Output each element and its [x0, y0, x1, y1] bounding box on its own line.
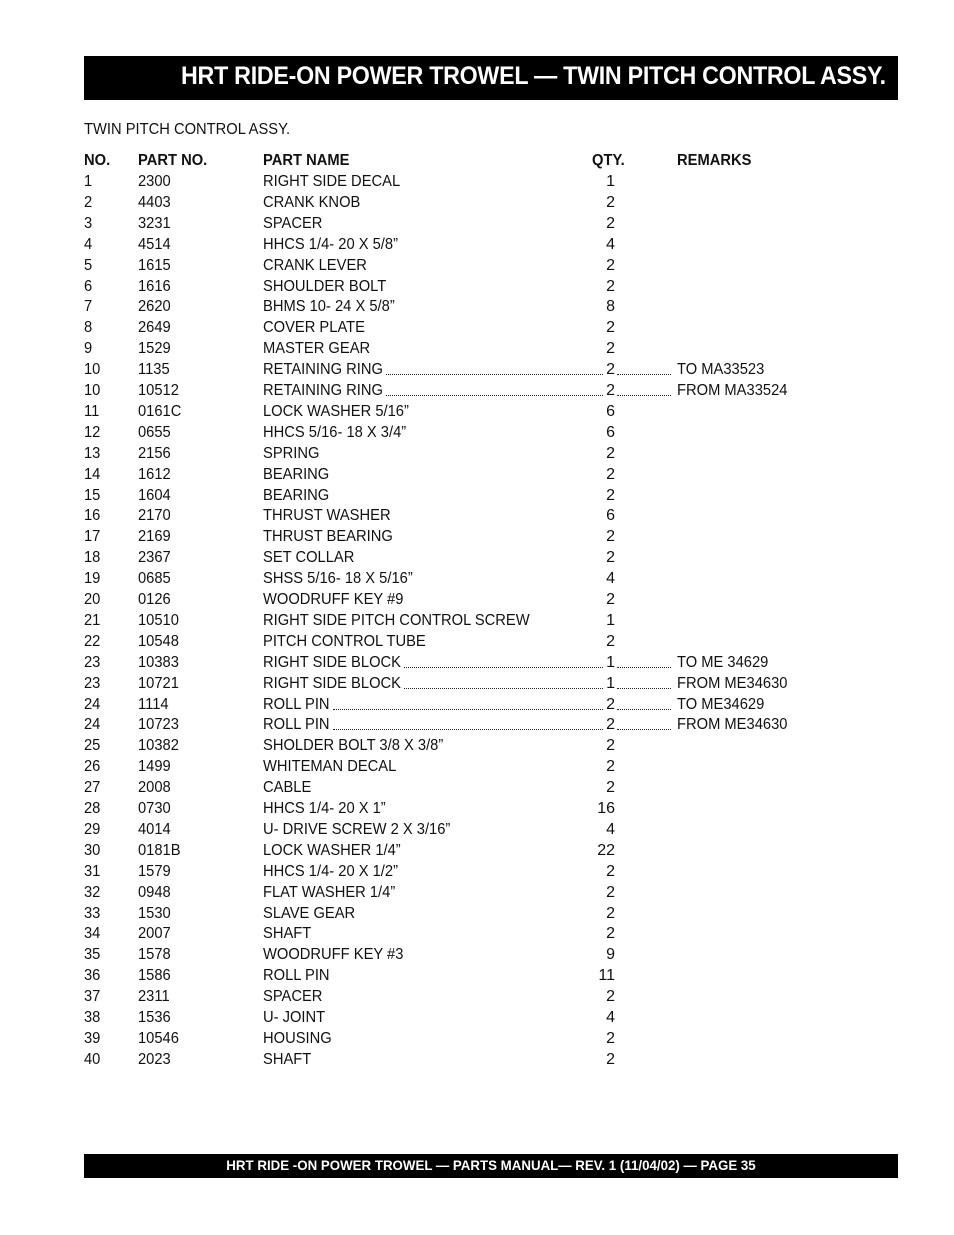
- part-qty: 2: [606, 1050, 615, 1068]
- table-row: [84, 798, 884, 819]
- page-footer-bar: [84, 1154, 898, 1178]
- part-remarks: FROM ME34630: [677, 674, 788, 692]
- part-qty: 2: [606, 1029, 615, 1047]
- part-number: 2311: [138, 988, 170, 1006]
- table-row: [84, 756, 884, 777]
- part-name: RIGHT SIDE BLOCK: [263, 653, 401, 671]
- part-number-index: 18: [84, 549, 101, 567]
- part-name: U- JOINT: [263, 1009, 326, 1026]
- table-header: [84, 150, 884, 171]
- part-qty: 2: [606, 758, 615, 776]
- part-number: 0730: [138, 800, 171, 817]
- part-qty: 2: [606, 904, 615, 922]
- part-number-index: 14: [84, 465, 101, 483]
- part-number-index: 35: [84, 946, 101, 964]
- part-number-index: 10: [84, 361, 101, 379]
- part-number: 2300: [138, 173, 171, 190]
- part-name: RETAINING RING: [263, 382, 383, 399]
- table-row: [84, 652, 884, 673]
- part-remarks: TO MA33523: [677, 361, 765, 379]
- part-number-index: 10: [84, 382, 101, 399]
- part-qty: 22: [597, 841, 615, 859]
- table-row: [84, 234, 884, 255]
- header-no: NO.: [84, 152, 111, 169]
- header-part-no: PART NO.: [138, 152, 208, 169]
- part-number-index: 26: [84, 758, 101, 776]
- part-number-index: 19: [84, 570, 101, 588]
- part-name: THRUST WASHER: [263, 507, 391, 525]
- header-remarks: REMARKS: [677, 152, 752, 169]
- part-qty: 4: [606, 570, 615, 588]
- part-qty: 2: [606, 716, 615, 734]
- table-row: [84, 1007, 884, 1028]
- part-number-index: 24: [84, 716, 101, 734]
- part-name: RIGHT SIDE PITCH CONTROL SCREW: [263, 611, 530, 629]
- part-name: SPRING: [263, 444, 320, 462]
- part-name: SHOULDER BOLT: [263, 277, 387, 295]
- part-number-index: 4: [84, 235, 93, 253]
- table-row: [84, 526, 884, 547]
- part-qty: 8: [606, 298, 615, 316]
- part-name: RIGHT SIDE BLOCK: [263, 674, 401, 692]
- part-name: BEARING: [263, 486, 330, 504]
- part-remarks: TO ME34629: [677, 695, 765, 713]
- page-title-bar: [84, 56, 898, 100]
- part-name: SPACER: [263, 988, 323, 1006]
- part-name: CABLE: [263, 779, 312, 797]
- part-number-index: 24: [84, 695, 101, 713]
- part-number: 10546: [138, 1029, 179, 1047]
- part-number-index: 36: [84, 967, 101, 985]
- part-number-index: 38: [84, 1009, 101, 1026]
- dot-leader: [386, 395, 603, 396]
- part-number-index: 27: [84, 779, 101, 797]
- part-name: SET COLLAR: [263, 549, 355, 567]
- part-name: BHMS 10- 24 X 5/8”: [263, 298, 395, 316]
- part-number: 1612: [138, 465, 171, 483]
- part-number: 1578: [138, 946, 171, 964]
- part-qty: 2: [606, 256, 615, 274]
- part-number-index: 16: [84, 507, 101, 525]
- part-name: SHSS 5/16- 18 X 5/16”: [263, 570, 413, 588]
- part-number-index: 40: [84, 1050, 101, 1068]
- section-subtitle: TWIN PITCH CONTROL ASSY.: [84, 121, 291, 138]
- dot-leader: [404, 667, 603, 668]
- table-row: [84, 359, 884, 380]
- part-qty: 2: [606, 465, 615, 483]
- part-qty: 2: [606, 779, 615, 797]
- part-number: 1604: [138, 486, 171, 504]
- part-name: FLAT WASHER 1/4”: [263, 883, 396, 901]
- part-qty: 2: [606, 528, 615, 546]
- part-name: COVER PLATE: [263, 319, 365, 337]
- table-row: [84, 777, 884, 798]
- part-number-index: 12: [84, 423, 101, 441]
- part-name: SHAFT: [263, 1050, 312, 1068]
- part-remarks: TO ME 34629: [677, 653, 769, 671]
- part-qty: 1: [606, 653, 615, 671]
- part-number-index: 13: [84, 444, 101, 462]
- table-row: [84, 171, 884, 192]
- part-number: 2620: [138, 298, 171, 316]
- part-name: ROLL PIN: [263, 716, 330, 734]
- part-number-index: 7: [84, 298, 93, 316]
- table-row: [84, 610, 884, 631]
- part-number: 0655: [138, 423, 171, 441]
- part-number: 0161C: [138, 402, 182, 420]
- part-qty: 9: [606, 946, 615, 964]
- table-row: [84, 317, 884, 338]
- part-qty: 2: [606, 925, 615, 943]
- part-number-index: 20: [84, 591, 101, 608]
- part-number: 2007: [138, 925, 171, 943]
- part-name: MASTER GEAR: [263, 340, 371, 358]
- part-number: 10382: [138, 737, 179, 755]
- table-row: [84, 276, 884, 297]
- table-row: [84, 861, 884, 882]
- table-row: [84, 401, 884, 422]
- table-row: [84, 192, 884, 213]
- part-name: BEARING: [263, 465, 330, 483]
- table-row: [84, 819, 884, 840]
- part-number-index: 28: [84, 800, 101, 817]
- part-name: WOODRUFF KEY #9: [263, 591, 404, 608]
- part-qty: 2: [606, 486, 615, 504]
- part-name: ROLL PIN: [263, 695, 330, 713]
- part-name: RETAINING RING: [263, 361, 383, 379]
- table-row: [84, 485, 884, 506]
- part-name: HHCS 1/4- 20 X 1/2”: [263, 862, 398, 880]
- part-number: 2156: [138, 444, 171, 462]
- part-name: HHCS 5/16- 18 X 3/4”: [263, 423, 407, 441]
- table-row: [84, 1049, 884, 1070]
- part-name: ROLL PIN: [263, 967, 330, 985]
- table-row: [84, 296, 884, 317]
- table-row: [84, 213, 884, 234]
- dot-leader: [404, 688, 603, 689]
- part-qty: 2: [606, 193, 615, 211]
- part-number: 1114: [138, 695, 169, 713]
- part-number: 10512: [138, 382, 179, 399]
- table-row: [84, 422, 884, 443]
- part-number: 4014: [138, 820, 171, 838]
- table-row: [84, 1028, 884, 1049]
- header-qty: QTY.: [592, 152, 625, 169]
- part-number-index: 3: [84, 214, 93, 232]
- part-number: 1529: [138, 340, 171, 358]
- part-number: 1135: [138, 361, 170, 379]
- part-number: 2008: [138, 779, 171, 797]
- part-name: PITCH CONTROL TUBE: [263, 632, 426, 650]
- part-name: SPACER: [263, 214, 323, 232]
- part-number: 0181B: [138, 841, 181, 859]
- part-qty: 2: [606, 549, 615, 567]
- part-name: LOCK WASHER 1/4”: [263, 841, 401, 859]
- part-qty: 2: [606, 444, 615, 462]
- part-number: 0685: [138, 570, 171, 588]
- part-qty: 2: [606, 862, 615, 880]
- part-qty: 2: [606, 988, 615, 1006]
- part-number-index: 31: [84, 862, 101, 880]
- page-title: HRT RIDE-ON POWER TROWEL — TWIN PITCH CONTROL ASSY.: [181, 62, 886, 90]
- part-number-index: 21: [84, 611, 101, 629]
- part-number: 2170: [138, 507, 171, 525]
- part-number-index: 1: [84, 173, 93, 190]
- part-qty: 6: [606, 507, 615, 525]
- part-number-index: 6: [84, 277, 93, 295]
- dot-leader: [617, 729, 671, 730]
- part-qty: 2: [606, 382, 615, 399]
- part-name: CRANK KNOB: [263, 193, 361, 211]
- part-name: LOCK WASHER 5/16”: [263, 402, 409, 420]
- part-number: 2649: [138, 319, 171, 337]
- dot-leader: [617, 688, 671, 689]
- part-number-index: 39: [84, 1029, 101, 1047]
- dot-leader: [333, 729, 603, 730]
- part-qty: 1: [606, 173, 615, 190]
- part-number: 1536: [138, 1009, 171, 1026]
- part-qty: 2: [606, 883, 615, 901]
- part-number-index: 2: [84, 193, 93, 211]
- part-qty: 16: [597, 800, 615, 817]
- part-remarks: FROM ME34630: [677, 716, 788, 734]
- table-row: [84, 464, 884, 485]
- part-number-index: 30: [84, 841, 101, 859]
- part-number: 10548: [138, 632, 179, 650]
- part-number-index: 29: [84, 820, 101, 838]
- part-qty: 6: [606, 402, 615, 420]
- dot-leader: [333, 709, 603, 710]
- part-number: 1615: [138, 256, 171, 274]
- part-number-index: 15: [84, 486, 101, 504]
- table-row: [84, 673, 884, 694]
- table-row: [84, 965, 884, 986]
- part-number: 4514: [138, 235, 171, 253]
- table-row: [84, 568, 884, 589]
- table-row: [84, 735, 884, 756]
- part-qty: 1: [606, 674, 615, 692]
- part-number: 1586: [138, 967, 171, 985]
- part-number: 1530: [138, 904, 171, 922]
- part-name: THRUST BEARING: [263, 528, 393, 546]
- table-row: [84, 714, 884, 735]
- part-name: HHCS 1/4- 20 X 5/8”: [263, 235, 398, 253]
- part-name: SHOLDER BOLT 3/8 X 3/8”: [263, 737, 444, 755]
- part-number: 10721: [138, 674, 179, 692]
- table-row: [84, 923, 884, 944]
- part-number-index: 11: [84, 402, 100, 420]
- dot-leader: [617, 395, 671, 396]
- dot-leader: [386, 374, 603, 375]
- table-row: [84, 443, 884, 464]
- part-number-index: 17: [84, 528, 101, 546]
- part-number-index: 23: [84, 674, 101, 692]
- part-qty: 2: [606, 319, 615, 337]
- part-number-index: 37: [84, 988, 101, 1006]
- part-number: 1499: [138, 758, 171, 776]
- table-row: [84, 694, 884, 715]
- table-row: [84, 882, 884, 903]
- part-number: 2169: [138, 528, 171, 546]
- table-row: [84, 338, 884, 359]
- part-name: SHAFT: [263, 925, 312, 943]
- part-number: 3231: [138, 214, 171, 232]
- part-number-index: 23: [84, 653, 101, 671]
- dot-leader: [617, 709, 671, 710]
- table-row: [84, 631, 884, 652]
- part-number: 10383: [138, 653, 179, 671]
- part-qty: 4: [606, 235, 615, 253]
- part-name: HHCS 1/4- 20 X 1”: [263, 800, 386, 817]
- part-name: WHITEMAN DECAL: [263, 758, 397, 776]
- page-footer: HRT RIDE -ON POWER TROWEL — PARTS MANUAL— REV. 1 (11/04/02) — PAGE 35: [226, 1157, 756, 1173]
- table-row: [84, 944, 884, 965]
- part-qty: 2: [606, 214, 615, 232]
- part-name: HOUSING: [263, 1029, 332, 1047]
- part-number: 0126: [138, 591, 171, 608]
- table-row: [84, 903, 884, 924]
- table-row: [84, 380, 884, 401]
- part-name: WOODRUFF KEY #3: [263, 946, 404, 964]
- part-qty: 4: [606, 1009, 615, 1026]
- part-name: CRANK LEVER: [263, 256, 367, 274]
- part-qty: 2: [606, 632, 615, 650]
- part-qty: 4: [606, 820, 615, 838]
- part-qty: 2: [606, 340, 615, 358]
- part-number: 10723: [138, 716, 179, 734]
- part-qty: 2: [606, 361, 615, 379]
- table-row: [84, 547, 884, 568]
- part-qty: 2: [606, 277, 615, 295]
- part-number: 4403: [138, 193, 171, 211]
- part-number-index: 22: [84, 632, 101, 650]
- part-qty: 11: [598, 967, 615, 985]
- part-number-index: 34: [84, 925, 101, 943]
- part-number-index: 5: [84, 256, 93, 274]
- table-row: [84, 505, 884, 526]
- part-number-index: 9: [84, 340, 93, 358]
- part-number-index: 25: [84, 737, 101, 755]
- part-qty: 2: [606, 591, 615, 608]
- part-number: 0948: [138, 883, 171, 901]
- table-row: [84, 986, 884, 1007]
- part-number: 1579: [138, 862, 171, 880]
- part-remarks: FROM MA33524: [677, 382, 788, 399]
- part-number: 2023: [138, 1050, 171, 1068]
- header-part-name: PART NAME: [263, 152, 350, 169]
- table-row: [84, 840, 884, 861]
- part-qty: 1: [606, 611, 615, 629]
- part-number-index: 33: [84, 904, 101, 922]
- part-number: 2367: [138, 549, 171, 567]
- dot-leader: [617, 374, 671, 375]
- part-name: U- DRIVE SCREW 2 X 3/16”: [263, 820, 451, 838]
- dot-leader: [617, 667, 671, 668]
- table-row: [84, 255, 884, 276]
- part-number-index: 32: [84, 883, 101, 901]
- part-number-index: 8: [84, 319, 93, 337]
- part-number: 1616: [138, 277, 171, 295]
- part-qty: 2: [606, 695, 615, 713]
- part-name: SLAVE GEAR: [263, 904, 356, 922]
- part-name: RIGHT SIDE DECAL: [263, 173, 401, 190]
- part-qty: 2: [606, 737, 615, 755]
- part-qty: 6: [606, 423, 615, 441]
- table-row: [84, 589, 884, 610]
- part-number: 10510: [138, 611, 179, 629]
